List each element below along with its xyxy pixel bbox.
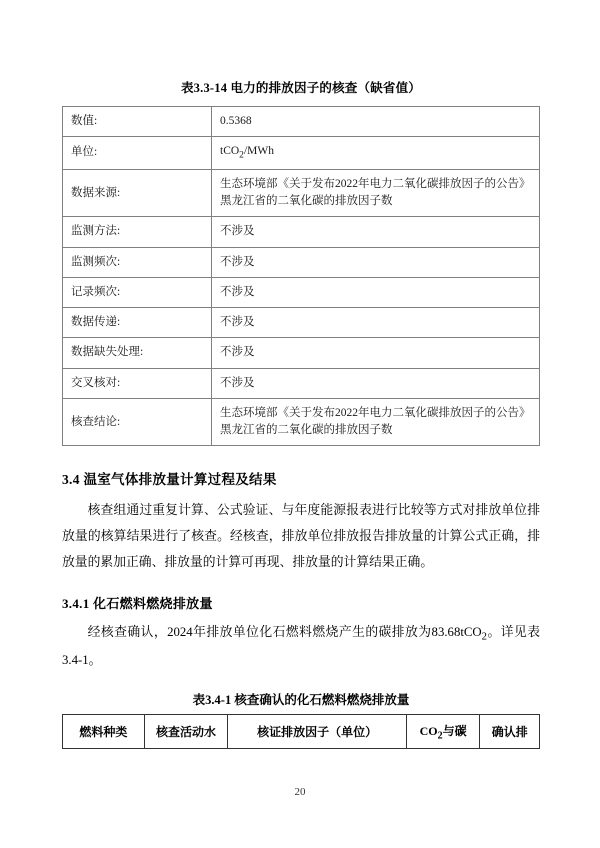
row-value: 生态环境部《关于发布2022年电力二氧化碳排放因子的公告》黑龙江省的二氧化碳的排放因子数 [212, 169, 540, 217]
row-label: 数据缺失处理: [63, 338, 212, 368]
table-row [63, 169, 540, 217]
column-header-activity-data: 核查活动水 [144, 714, 228, 748]
table-row [63, 107, 540, 137]
table-row [63, 398, 540, 446]
row-label: 数值: [63, 107, 212, 137]
row-label: 交叉核对: [63, 368, 212, 398]
row-value: tCO$_2$/MWh [212, 137, 540, 170]
column-header-emission-factor: 核证排放因子（单位） [228, 714, 406, 748]
table-2-caption: 表3.4-1 核查确认的化石燃料燃烧排放量 [192, 692, 410, 707]
row-value: 不涉及 [212, 247, 540, 277]
table-row [63, 308, 540, 338]
page-content [62, 78, 540, 749]
table-row [63, 277, 540, 307]
table-header-row [63, 714, 540, 748]
row-label: 记录频次: [63, 277, 212, 307]
row-label: 单位: [63, 137, 212, 170]
column-header-co2-carbon: $CO_2$与碳 [406, 714, 480, 748]
section-3-4-paragraph: 核查组通过重复计算、公式验证、与年度能源报表进行比较等方式对排放单位排放量的核算结果进行了核查。经核查，排放单位排放报告排放量的计算公式正确，排放量的累加正确、排放量的计算可再现、排放量的计算结果正确。 [62, 503, 540, 569]
section-3-4-1-heading: 3.4.1 化石燃料燃烧排放量 [62, 596, 213, 612]
table-row [63, 247, 540, 277]
section-3-4-heading: 3.4 温室气体排放量计算过程及结果 [62, 472, 277, 488]
table-1-caption: 表3.3-14 电力的排放因子的核查（缺省值） [180, 81, 421, 95]
row-value: 生态环境部《关于发布2022年电力二氧化碳排放因子的公告》黑龙江省的二氧化碳的排放因子数 [212, 398, 540, 446]
row-value: 0.5368 [212, 107, 540, 137]
row-value: 不涉及 [212, 217, 540, 247]
fossil-fuel-emission-table [62, 714, 540, 749]
row-value: 不涉及 [212, 308, 540, 338]
table-row [63, 217, 540, 247]
row-label: 数据来源: [63, 169, 212, 217]
column-header-confirmed-emission: 确认排 [480, 714, 540, 748]
row-label: 监测频次: [63, 247, 212, 277]
page-number: 20 [294, 786, 306, 798]
section-3-4-1-paragraph: 经核查确认，2024年排放单位化石燃料燃烧产生的碳排放为83.68tCO$_2$。详见表3.4-1。 [62, 625, 540, 668]
column-header-fuel-type: 燃料种类 [63, 714, 145, 748]
row-value: 不涉及 [212, 368, 540, 398]
row-value: 不涉及 [212, 338, 540, 368]
row-label: 监测方法: [63, 217, 212, 247]
table-row [63, 338, 540, 368]
row-label: 数据传递: [63, 308, 212, 338]
row-value: 不涉及 [212, 277, 540, 307]
table-row [63, 368, 540, 398]
row-label: 核查结论: [63, 398, 212, 446]
electricity-emission-factor-table [62, 106, 540, 446]
table-row [63, 137, 540, 170]
